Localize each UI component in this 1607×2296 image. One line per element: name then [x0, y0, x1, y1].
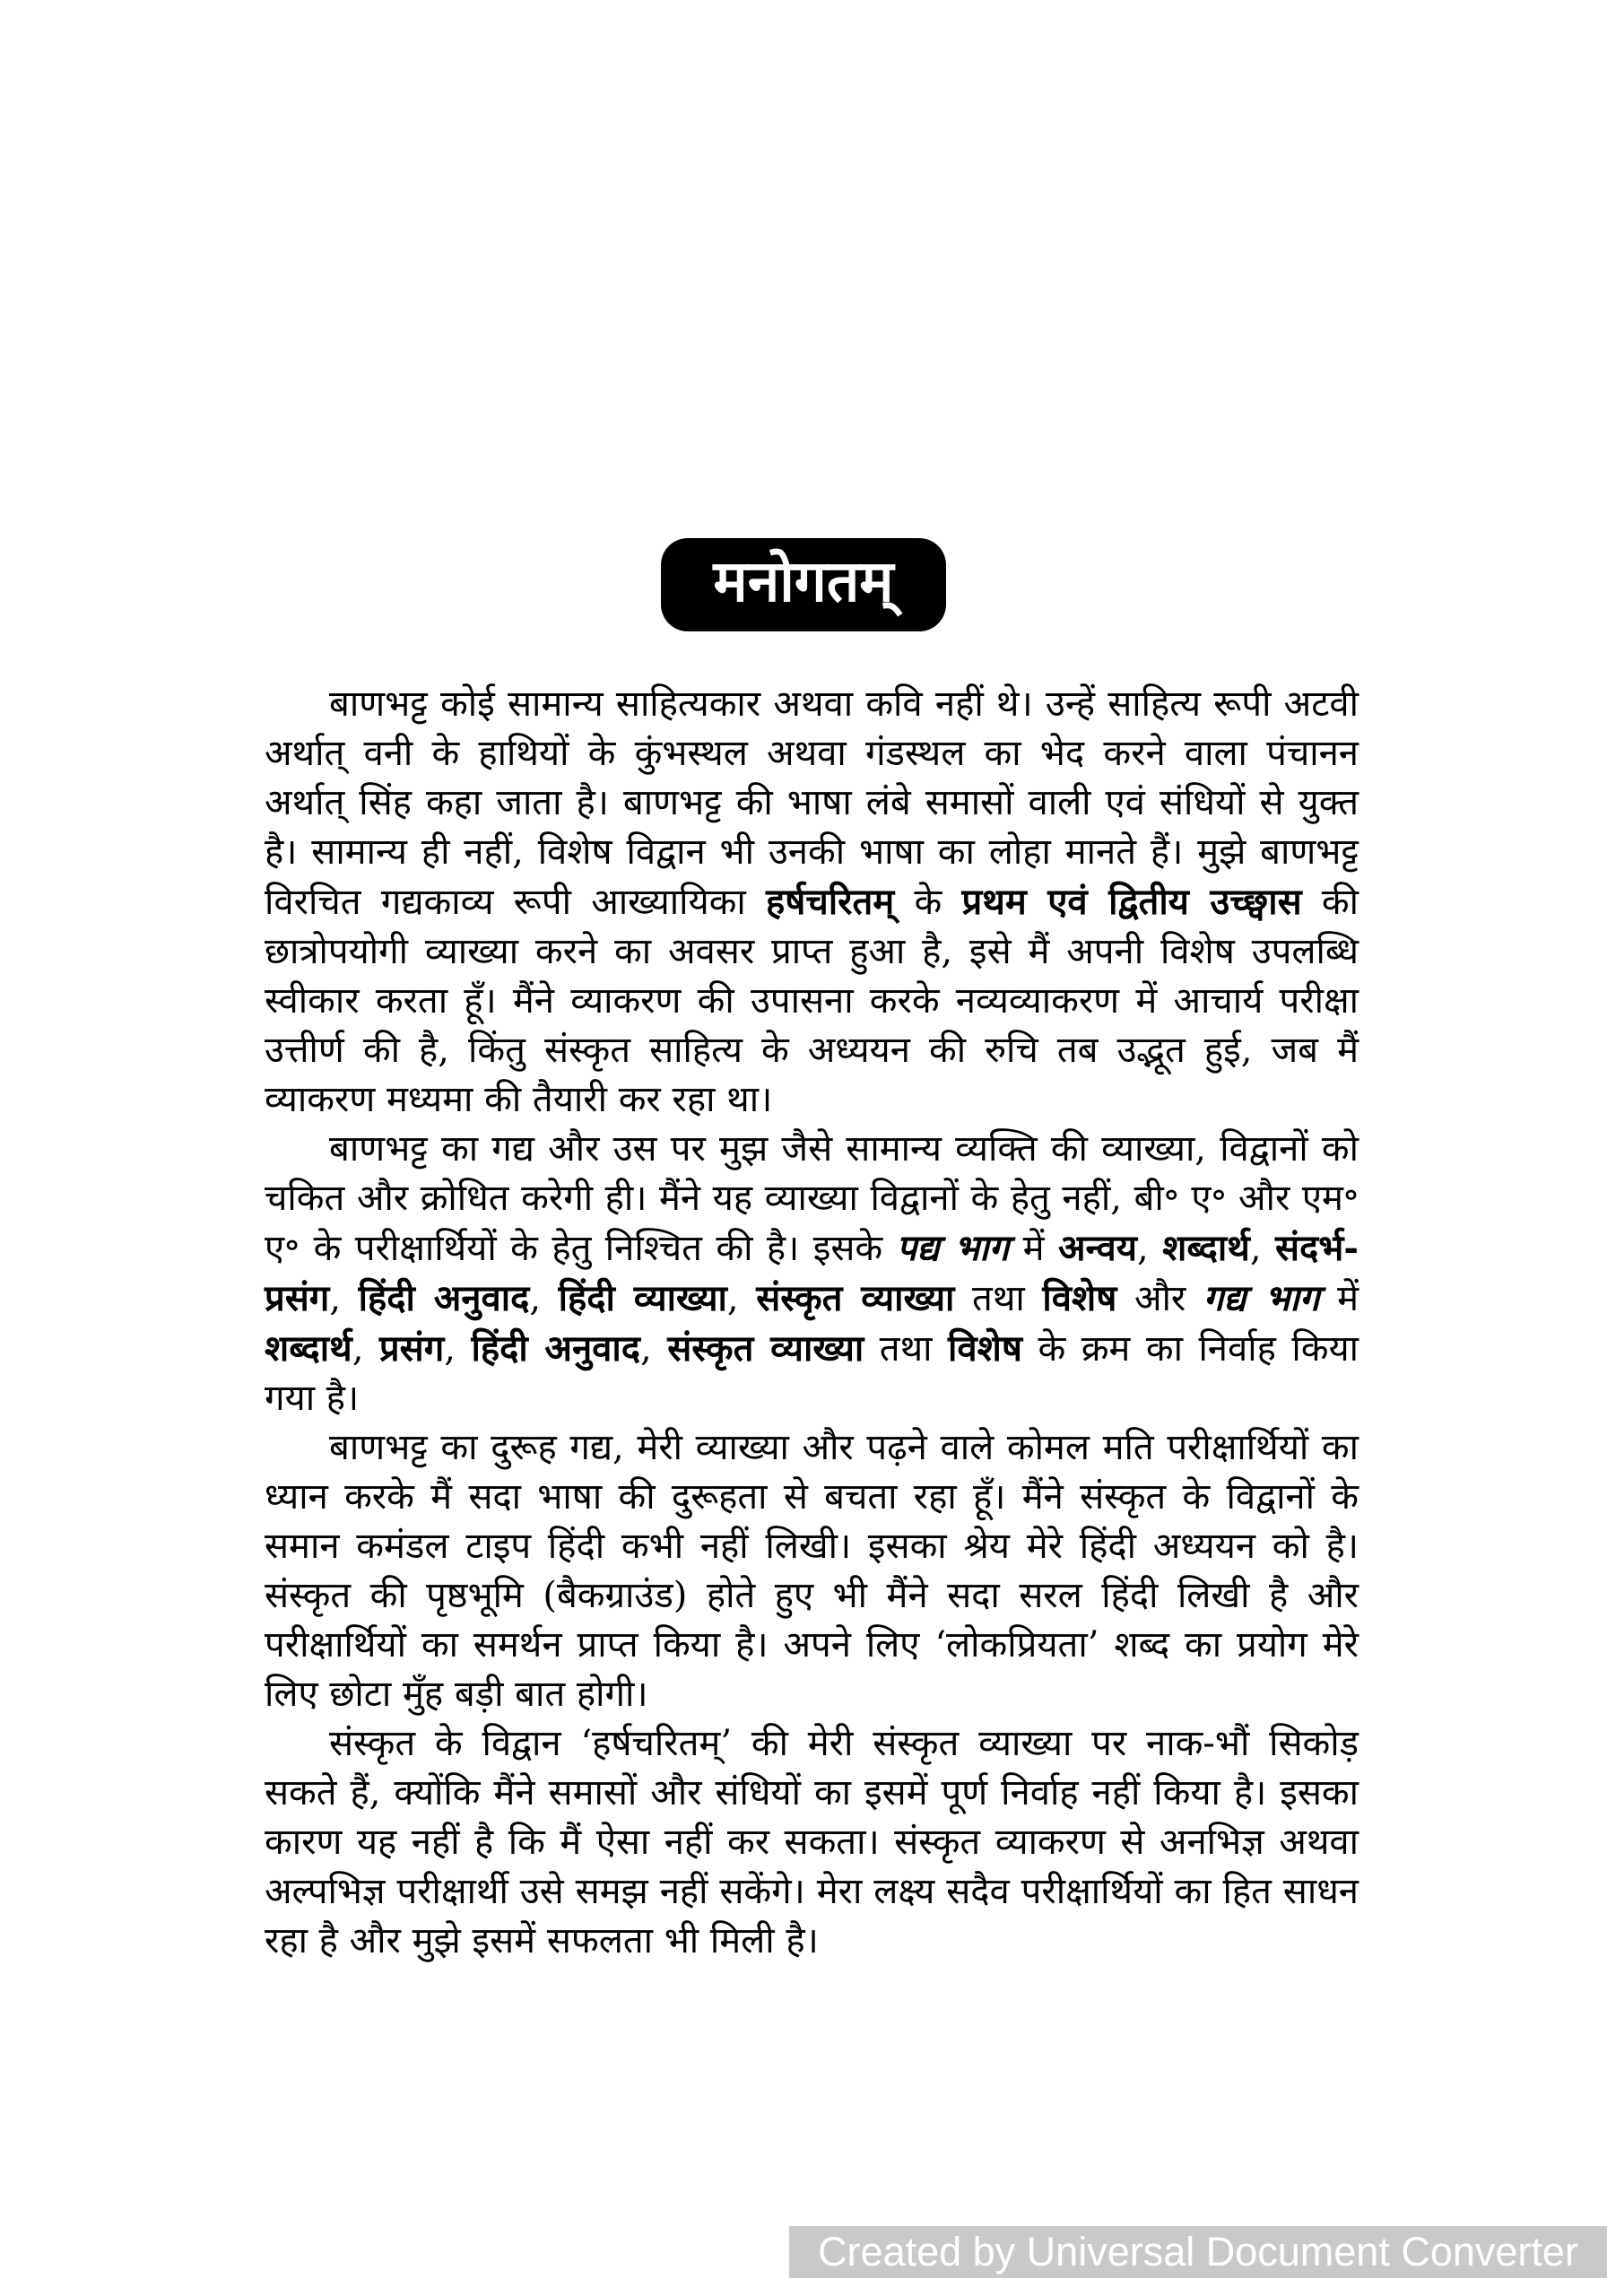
- text-run: तथा: [954, 1278, 1043, 1319]
- text-run-emphasis: हिंदी अनुवाद: [471, 1327, 641, 1370]
- text-run: ,: [529, 1278, 559, 1319]
- text-run: बाणभट्ट का दुरूह गद्य, मेरी व्याख्या और पढ़ने वाले कोमल मति परीक्षार्थियों का ध्यान करके मैं सदा भाषा की दुरूहता से बचता रहा हूँ। मैंने संस्कृत के विद्वानों के समान कमंडल टाइप हिंदी कभी नहीं लिखी। इसका श्रेय मेरे हिंदी अध्ययन को है। संस्कृत की पृष्ठभूमि (बैकग्राउंड) होते हुए भी मैंने सदा सरल हिंदी लिखी है और परीक्षार्थियों का समर्थन प्राप्त किया है। अपने लिए ‘लोकप्रियता’ शब्द का प्रयोग मेरे लिए छोटा मुँह बड़ी बात होगी।: [265, 1427, 1359, 1715]
- text-run: तथा: [864, 1328, 949, 1370]
- section-title: मनोगतम्: [713, 548, 894, 615]
- paragraph: [265, 680, 1359, 1125]
- text-run: बाणभट्ट का गद्य और उस पर मुझ जैसे सामान्य व्यक्ति की व्याख्या, विद्वानों को चकित और क्रोधित करेगी ही। मैंने यह व्याख्या विद्वानों के हेतु नहीं, बी॰ ए॰ और एम॰ ए॰ के परीक्षार्थियों के हेतु निश्चित की है। इसके: [265, 1128, 1359, 1269]
- text-run-emphasis: विशेष: [948, 1327, 1022, 1370]
- text-run-emphasis: अन्वय: [1057, 1227, 1137, 1269]
- text-run-emphasis: संस्कृत व्याख्या: [756, 1277, 955, 1319]
- text-run: ,: [726, 1278, 757, 1319]
- text-run: ,: [352, 1328, 379, 1370]
- text-run: की छात्रोपयोगी व्याख्या करने का अवसर प्राप्त हुआ है, इसे मैं अपनी विशेष उपलब्धि स्वीकार करता हूँ। मैंने व्याकरण की उपासना करके नव्यव्याकरण में आचार्य परीक्षा उत्तीर्ण की है, किंतु संस्कृत साहित्य के अध्ययन की रुचि तब उद्भूत हुई, जब मैं व्याकरण मध्यमा की तैयारी कर रहा था।: [265, 882, 1359, 1120]
- text-run-emphasis: संस्कृत व्याख्या: [667, 1327, 864, 1370]
- text-run-emphasis: संदर्भ-प्रसंग: [265, 1227, 1359, 1319]
- text-run: संस्कृत के विद्वान ‘हर्षचरितम्’ की मेरी संस्कृत व्याख्या पर नाक-भौं सिकोड़ सकते हैं, क्योंकि मैंने समासों और संधियों का इसमें पूर्ण निर्वाह नहीं किया है। इसका कारण यह नहीं है कि मैं ऐसा नहीं कर सकता। संस्कृत व्याकरण से अनभिज्ञ अथवा अल्पभिज्ञ परीक्षार्थी उसे समझ नहीं सकेंगे। मेरा लक्ष्य सदैव परीक्षार्थियों का हित साधन रहा है और मुझे इसमें सफलता भी मिली है।: [265, 1723, 1359, 1961]
- body-text: [265, 680, 1359, 1966]
- text-run-emphasis: हिंदी अनुवाद: [358, 1277, 530, 1319]
- watermark-text: Created by Universal Document Converter: [818, 2229, 1578, 2274]
- paragraph: [265, 1125, 1359, 1423]
- section-title-pill: [661, 538, 946, 631]
- text-run-emphasis: प्रसंग: [378, 1327, 445, 1370]
- text-run: और: [1116, 1278, 1203, 1319]
- text-run-emphasis: हिंदी व्याख्या: [558, 1277, 727, 1319]
- text-run-emphasis: हर्षचरितम्: [766, 881, 895, 923]
- text-run: के: [894, 882, 962, 923]
- text-run: ,: [1136, 1228, 1163, 1269]
- text-run: बाणभट्ट कोई सामान्य साहित्यकार अथवा कवि नहीं थे। उन्हें साहित्य रूपी अटवी अर्थात् वनी के हाथियों के कुंभस्थल अथवा गंडस्थल का भेद करने वाला पंचानन अर्थात् सिंह कहा जाता है। बाणभट्ट की भाषा लंबे समासों वाली एवं संधियों से युक्त है। सामान्य ही नहीं, विशेष विद्वान भी उनकी भाषा का लोहा मानते हैं। मुझे बाणभट्ट विरचित गद्यकाव्य रूपी आख्यायिका: [265, 683, 1359, 923]
- text-run: में: [1319, 1278, 1359, 1319]
- paragraph: [265, 1719, 1359, 1966]
- text-run: ,: [329, 1278, 359, 1319]
- watermark-bar: [789, 2226, 1607, 2278]
- text-run: के क्रम का निर्वाह किया गया है।: [265, 1328, 1359, 1419]
- text-run-emphasis: पद्य भाग: [896, 1227, 1010, 1269]
- text-run-emphasis: शब्दार्थ: [1162, 1227, 1250, 1269]
- section-title-wrap: [0, 538, 1607, 631]
- text-run-emphasis: विशेष: [1042, 1277, 1117, 1319]
- text-run-emphasis: प्रथम एवं द्वितीय उच्छ्वास: [961, 881, 1302, 923]
- text-run-emphasis: शब्दार्थ: [265, 1327, 352, 1370]
- paragraph: [265, 1423, 1359, 1719]
- text-run: ,: [640, 1328, 668, 1370]
- text-run: ,: [444, 1328, 472, 1370]
- text-run-emphasis: गद्य भाग: [1203, 1277, 1320, 1319]
- text-run: में: [1009, 1228, 1058, 1269]
- text-run: ,: [1249, 1228, 1275, 1269]
